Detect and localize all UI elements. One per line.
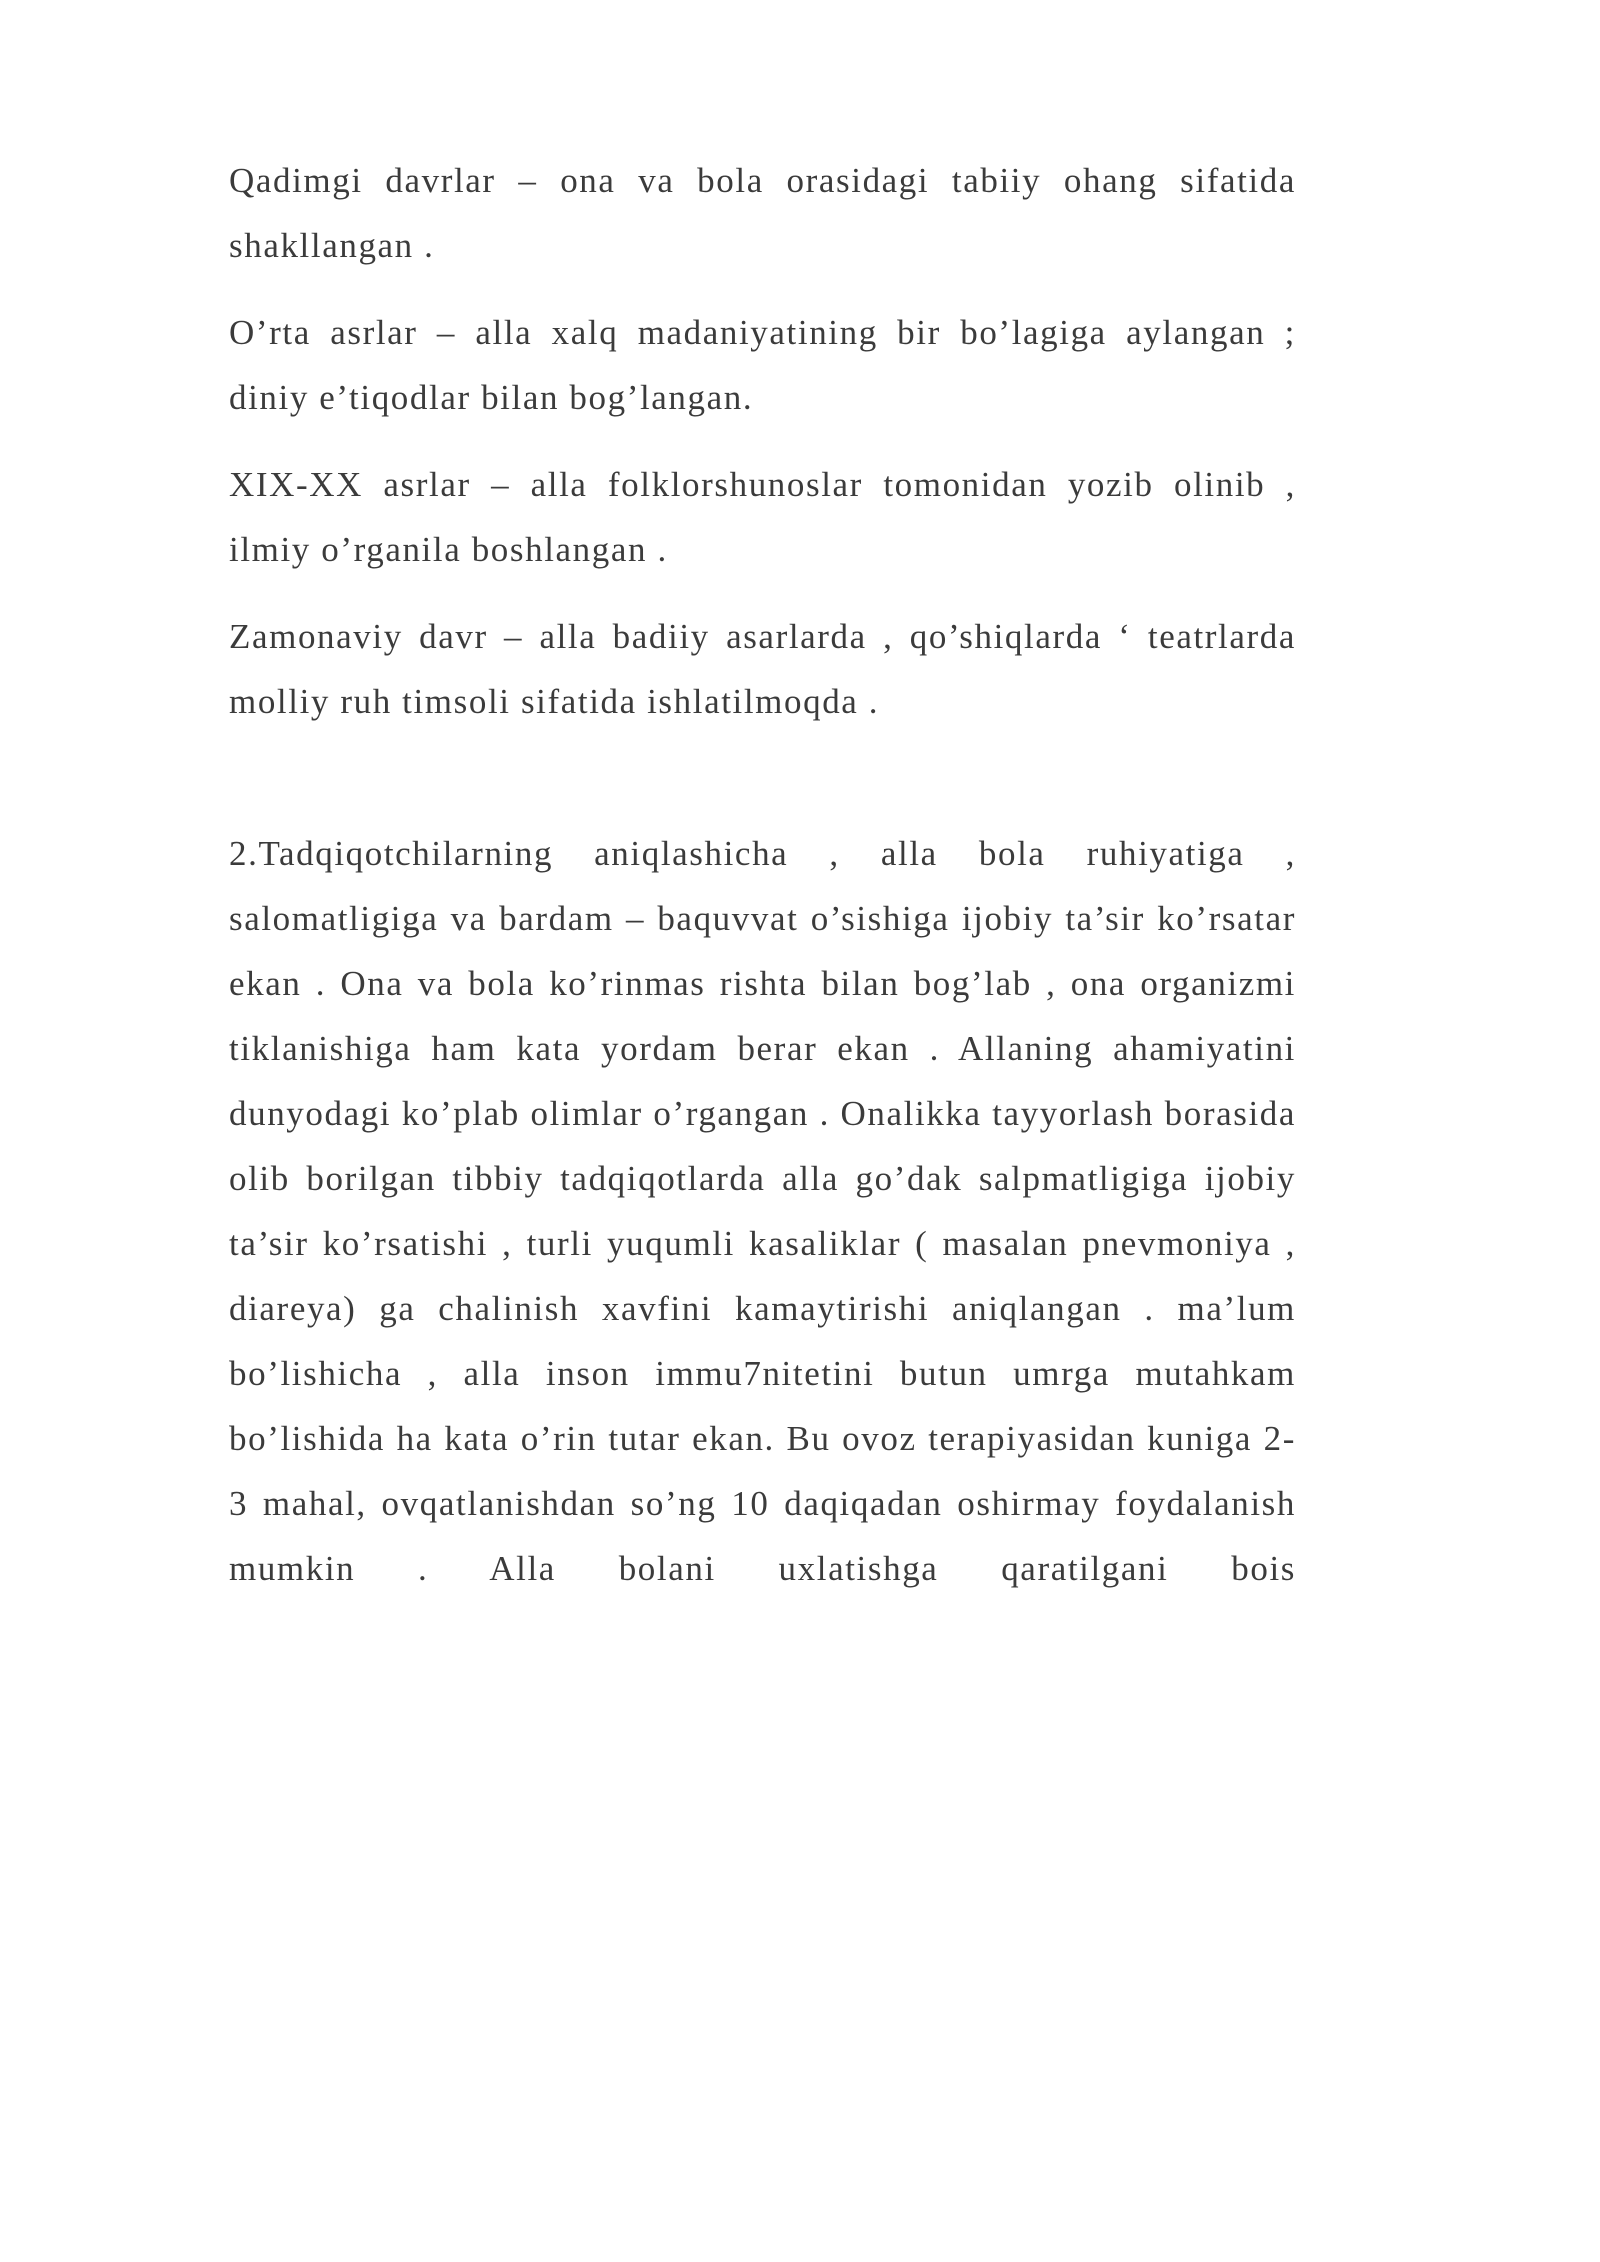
- document-body: [229, 148, 1296, 1623]
- paragraph-spacer: [229, 756, 1296, 821]
- paragraph-19-20-centuries: XIX-XX asrlar – alla folklorshunoslar tomonidan yozib olinib , ilmiy o’rganila boshlangan .: [229, 465, 1296, 569]
- paragraph-section-2: 2.Tadqiqotchilarning aniqlashicha , alla bola ruhiyatiga , salomatligiga va bardam – baquvvat o’sishiga ijobiy ta’sir ko’rsatar ekan . Ona va bola ko’rinmas rishta bilan bog’lab , ona organizmi tiklanishiga ham kata yordam berar ekan . Allaning ahamiyatini dunyodagi ko’plab olimlar o’rgangan . Onalikka tayyorlash borasida olib borilgan tibbiy tadqiqotlarda alla go’dak salpmatligiga ijobiy ta’sir ko’rsatishi , turli yuqumli kasaliklar ( masalan pnevmoniya , diareya) ga chalinish xavfini kamaytirishi aniqlangan . ma’lum bo’lishicha , alla inson immu7nitetini butun umrga mutahkam bo’lishida ha kata o’rin tutar ekan. Bu ovoz terapiyasidan kuniga 2-3 mahal, ovqatlanishdan so’ng 10 daqiqadan oshirmay foydalanish mumkin . Alla bolani uxlatishga qaratilgani bois: [229, 834, 1296, 1588]
- paragraph-middle-ages: O’rta asrlar – alla xalq madaniyatining bir bo’lagiga aylangan ; diniy e’tiqodlar bilan bog’langan.: [229, 313, 1296, 417]
- paragraph-ancient-times: Qadimgi davrlar – ona va bola orasidagi tabiiy ohang sifatida shakllangan .: [229, 161, 1296, 265]
- paragraph-modern-era: Zamonaviy davr – alla badiiy asarlarda , qo’shiqlarda ‘ teatrlarda molliy ruh timsoli sifatida ishlatilmoqda .: [229, 617, 1296, 721]
